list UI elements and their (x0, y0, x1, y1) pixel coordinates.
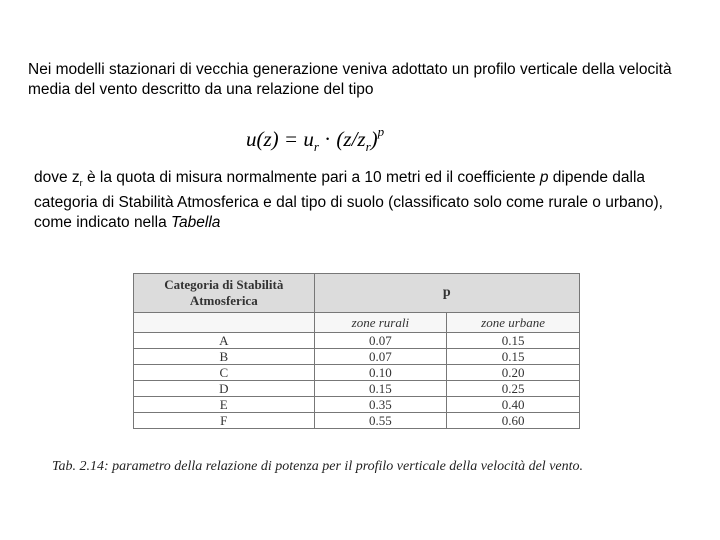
formula-paren: (z/z (336, 127, 366, 151)
subheader-rural: zone rurali (314, 313, 447, 333)
cell-rural: 0.55 (314, 413, 447, 429)
header-category: Categoria di Stabilità Atmosferica (134, 274, 315, 313)
desc-part-1: dove z (34, 169, 80, 186)
formula-sub-r2: r (365, 139, 371, 155)
cell-rural: 0.07 (314, 349, 447, 365)
description-paragraph (34, 168, 694, 233)
cell-category: B (134, 349, 315, 365)
table-subheader-row (134, 313, 580, 333)
cell-rural: 0.07 (314, 333, 447, 349)
desc-sub-r: r (79, 178, 83, 189)
formula-dot: · (324, 127, 332, 151)
desc-part-3: dipende dalla categoria di Stabilità Atmosferica e dal tipo di suolo (classificato solo come rurale o urbano), come indicato nella (34, 169, 663, 232)
table-row (134, 365, 580, 381)
subheader-blank (134, 313, 315, 333)
cell-urban: 0.20 (447, 365, 580, 381)
desc-tabella-link: Tabella (171, 214, 221, 232)
cell-urban: 0.15 (447, 349, 580, 365)
table-row (134, 413, 580, 429)
cell-category: C (134, 365, 315, 381)
cell-rural: 0.15 (314, 381, 447, 397)
formula-exponent: p (377, 124, 385, 139)
cell-urban: 0.60 (447, 413, 580, 429)
table-row (134, 381, 580, 397)
table-row (134, 349, 580, 365)
intro-paragraph: Nei modelli stazionari di vecchia generazione veniva adottato un profilo verticale della velocità media del vento descritto da una relazione del tipo (28, 61, 672, 98)
cell-category: F (134, 413, 315, 429)
cell-rural: 0.35 (314, 397, 447, 413)
formula-sub-r: r (313, 139, 319, 155)
cell-urban: 0.15 (447, 333, 580, 349)
table-header-row (134, 274, 580, 313)
stability-table (133, 273, 580, 429)
cell-urban: 0.25 (447, 381, 580, 397)
table-caption: Tab. 2.14: parametro della relazione di potenza per il profilo verticale della velocità del vento. (52, 459, 584, 474)
cell-category: D (134, 381, 315, 397)
cell-category: A (134, 333, 315, 349)
desc-part-2: è la quota di misura normalmente pari a 10 metri ed il coefficiente (82, 169, 540, 186)
cell-rural: 0.10 (314, 365, 447, 381)
formula-lhs: u(z) = u (246, 127, 314, 151)
header-p: p (314, 274, 579, 313)
subheader-urban: zone urbane (447, 313, 580, 333)
cell-urban: 0.40 (447, 397, 580, 413)
cell-category: E (134, 397, 315, 413)
desc-p-variable: p (539, 169, 549, 186)
formula-close: ) (370, 127, 378, 151)
wind-profile-formula (246, 126, 384, 155)
table-row (134, 333, 580, 349)
table-row (134, 397, 580, 413)
